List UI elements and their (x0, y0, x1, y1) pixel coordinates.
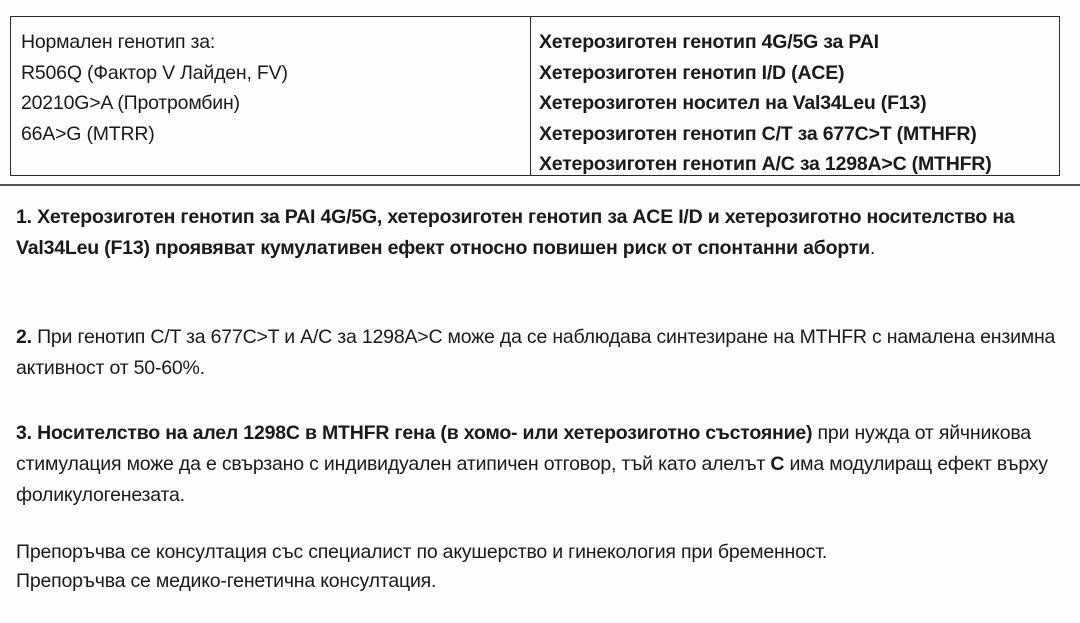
paragraph-1-bold-text: 1. Хетерозиготен генотип за PAI 4G/5G, хетерозиготен генотип за ACE I/D и хетерозиготно носителство на Val34Leu (F13) проявяват кумулативен ефект относно повишен риск от спонтанни аборти (16, 206, 1015, 259)
paragraph-3-allele: С (770, 453, 785, 475)
normal-genotype-item: 66A>G (MTRR) (21, 122, 155, 145)
paragraph-3-text: при нужда от яйчникова стимулация може да е свързано с индивидуален атипичен отговор, тъй като алелът (16, 422, 1031, 475)
heterozygous-genotype-item: Хетерозиготен носител на Val34Leu (F13) (539, 92, 927, 114)
paragraph-1-end: . (869, 237, 876, 259)
paragraph-2-text: При генотип C/T за 677C>T и A/C за 1298A>C може да се наблюдава синтезиране на MTHFR с намалена ензимна активност от 50-60%. (16, 326, 1056, 379)
heterozygous-genotype-item: Хетерозиготен генотип A/C за 1298A>C (MTHFR) (539, 153, 992, 175)
interpretation-paragraph-2 (16, 322, 1066, 384)
normal-genotype-heading: Нормален генотип за: (21, 31, 216, 53)
paragraph-3-bold-text: 3. Носителство на алел 1298С в MTHFR гена (в хомо- или хетерозиготно състояние) (16, 422, 813, 444)
interpretation-paragraph-1 (16, 202, 1066, 264)
heterozygous-genotype-item: Хетерозиготен генотип I/D (ACE) (539, 61, 845, 84)
normal-genotype-item: 20210G>A (Протромбин) (21, 92, 240, 114)
heterozygous-genotype-item: Хетерозиготен генотип 4G/5G за PAI (539, 31, 879, 53)
recommendation-line: Препоръчва се медико-генетична консултация. (16, 570, 437, 592)
genotype-results-table (10, 16, 1060, 176)
recommendation-line: Препоръчва се консултация със специалист по акушерство и гинекология при бременност. (16, 541, 828, 563)
heterozygous-genotype-item: Хетерозиготен генотип C/T за 677C>T (MTHFR) (539, 122, 977, 145)
horizontal-divider (0, 184, 1080, 186)
paragraph-3-text-end: има модулиращ ефект върху фоликулогенезата. (16, 453, 1048, 506)
normal-genotype-cell (11, 17, 531, 175)
heterozygous-genotype-cell (531, 17, 1059, 175)
normal-genotype-item: R506Q (Фактор V Лайден, FV) (21, 61, 288, 84)
paragraph-2-number: 2. (16, 326, 32, 348)
interpretation-paragraph-3 (16, 418, 1066, 511)
